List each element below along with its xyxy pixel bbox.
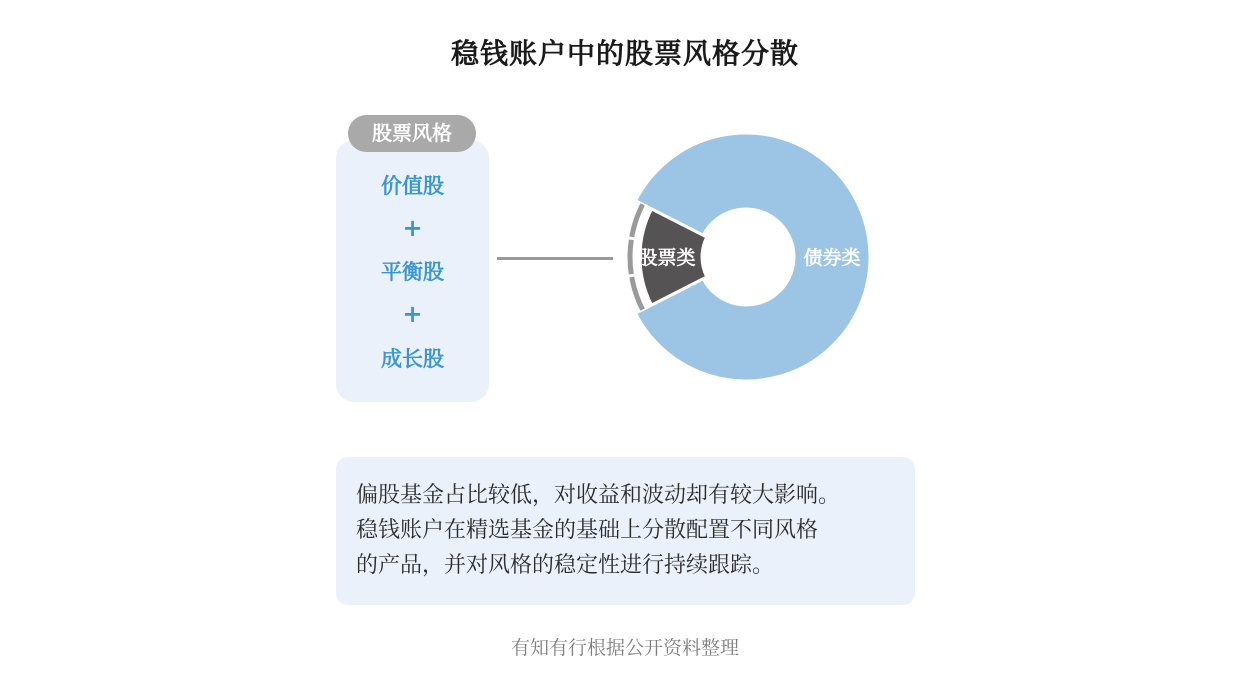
allocation-donut-chart [560,120,890,400]
source-note: 有知有行根据公开资料整理 [510,637,739,659]
plus-sign: + [402,214,423,242]
donut-label-bonds: 债券类 [803,247,861,269]
stock-slice-accent-arc [632,204,643,237]
donut-label-stocks: 股票类 [638,247,696,269]
stock-slice-accent-arc [630,240,631,274]
description-line: 偏股基金占比较低，对收益和波动却有较大影响。 [356,483,841,508]
page-title: 稳钱账户中的股票风格分散 [450,37,799,70]
description-line: 的产品，并对风格的稳定性进行持续跟踪。 [356,553,775,578]
stock-style-badge: 股票风格 [348,115,476,152]
style-item-value: 价值股 [381,174,444,198]
plus-sign: + [402,300,423,328]
description-line: 稳钱账户在精选基金的基础上分散配置不同风格 [356,518,819,543]
style-item-growth: 成长股 [381,347,444,371]
stock-slice-accent-arc [632,277,643,310]
style-item-balanced: 平衡股 [381,260,444,284]
